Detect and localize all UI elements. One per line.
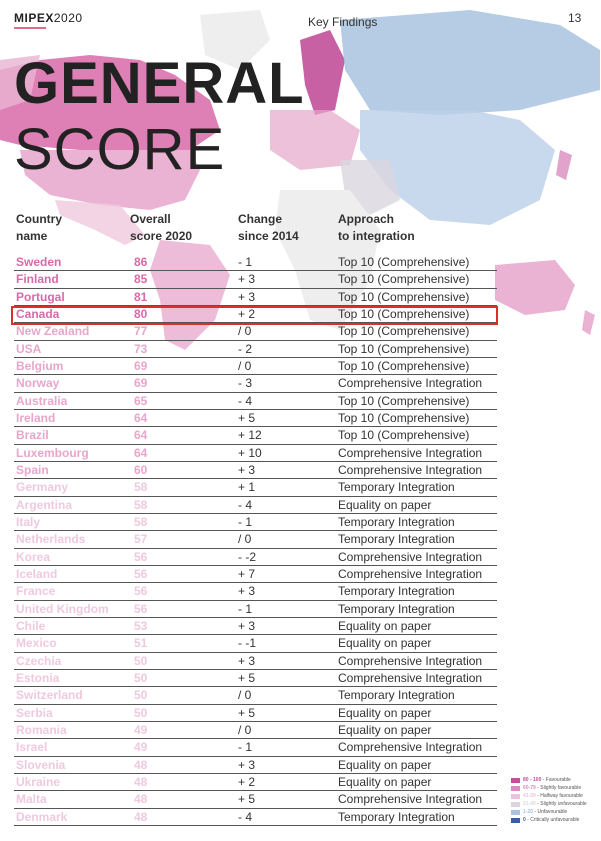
change-since-2014: / 0: [238, 324, 252, 339]
overall-score: 56: [134, 584, 148, 599]
legend-item: [511, 816, 587, 824]
table-row: [14, 739, 497, 756]
legend-label: Slightly unfavourable: [540, 801, 587, 807]
country-name: France: [16, 584, 56, 599]
map-legend: [511, 776, 587, 824]
integration-approach: Temporary Integration: [338, 532, 455, 547]
overall-score: 81: [134, 289, 148, 304]
integration-approach: Top 10 (Comprehensive): [338, 306, 470, 321]
integration-approach: Top 10 (Comprehensive): [338, 428, 470, 443]
page-title-line2: SCORE: [14, 117, 226, 182]
integration-approach: Comprehensive Integration: [338, 740, 483, 755]
legend-label: Unfavourable: [537, 809, 568, 815]
overall-score: 65: [134, 393, 148, 408]
change-since-2014: / 0: [238, 358, 252, 373]
overall-score: 56: [134, 549, 148, 564]
change-since-2014: - 4: [238, 393, 253, 408]
country-name: Estonia: [16, 670, 60, 685]
table-row: [14, 271, 497, 288]
change-since-2014: - -1: [238, 636, 256, 651]
country-name: Ukraine: [16, 774, 61, 789]
change-since-2014: + 3: [238, 289, 256, 304]
table-row: [14, 549, 497, 566]
country-name: New Zealand: [16, 324, 90, 339]
integration-approach: Equality on paper: [338, 722, 432, 737]
table-row: [14, 722, 497, 739]
overall-score: 69: [134, 358, 148, 373]
legend-item: [511, 792, 587, 800]
overall-score: 48: [134, 809, 148, 824]
legend-swatch: [511, 810, 520, 815]
table-row: [14, 809, 497, 826]
change-since-2014: + 3: [238, 462, 256, 477]
table-row: [14, 375, 497, 392]
overall-score: 58: [134, 497, 148, 512]
column-header-country: [16, 211, 62, 245]
column-header-approach: [338, 211, 415, 245]
overall-score: 50: [134, 653, 148, 668]
column-header-change: [238, 211, 299, 245]
legend-item: [511, 784, 587, 792]
change-since-2014: - 1: [238, 514, 253, 529]
legend-separator: -: [541, 777, 546, 783]
table-row: [14, 479, 497, 496]
country-name: Belgium: [16, 358, 64, 373]
table-row: [14, 583, 497, 600]
legend-range: 41-59: [523, 793, 536, 799]
table-row: [14, 497, 497, 514]
integration-approach: Temporary Integration: [338, 480, 455, 495]
table-row: [14, 410, 497, 427]
legend-separator: -: [533, 809, 538, 815]
column-header-change-line1: Change: [238, 212, 283, 226]
overall-score: 64: [134, 428, 148, 443]
page-number: 13: [568, 11, 582, 25]
integration-approach: Equality on paper: [338, 774, 432, 789]
integration-approach: Temporary Integration: [338, 514, 455, 529]
legend-label: Halfway favourable: [540, 793, 583, 799]
logo-year: 2020: [53, 11, 83, 25]
column-header-score: [130, 211, 192, 245]
logo-main: MIPEX: [14, 11, 54, 25]
legend-range: 60-79: [523, 785, 536, 791]
country-name: Switzerland: [16, 688, 83, 703]
overall-score: 48: [134, 757, 148, 772]
change-since-2014: + 5: [238, 705, 256, 720]
integration-approach: Comprehensive Integration: [338, 549, 483, 564]
table-row: [14, 653, 497, 670]
change-since-2014: + 3: [238, 272, 256, 287]
mipex-logo: [14, 11, 83, 25]
table-row: [14, 618, 497, 635]
country-name: Brazil: [16, 428, 49, 443]
legend-label: Slightly favourable: [540, 785, 582, 791]
integration-approach: Comprehensive Integration: [338, 376, 483, 391]
overall-score: 50: [134, 670, 148, 685]
table-row: [14, 705, 497, 722]
legend-separator: -: [525, 817, 531, 823]
highlight-box-canada: [11, 306, 498, 325]
legend-separator: -: [535, 793, 541, 799]
legend-item: [511, 808, 587, 816]
legend-range: 21-40: [523, 801, 536, 807]
change-since-2014: - 1: [238, 601, 253, 616]
page-title-line1: GENERAL: [14, 51, 305, 116]
overall-score: 58: [134, 480, 148, 495]
overall-score: 49: [134, 722, 148, 737]
country-name: Germany: [16, 480, 69, 495]
column-header-change-line2: since 2014: [238, 229, 299, 243]
integration-approach: Top 10 (Comprehensive): [338, 272, 470, 287]
integration-approach: Temporary Integration: [338, 584, 455, 599]
country-name: Denmark: [16, 809, 68, 824]
section-title: Key Findings: [308, 15, 378, 29]
column-header-approach-line1: Approach: [338, 212, 395, 226]
country-name: Malta: [16, 792, 47, 807]
overall-score: 50: [134, 688, 148, 703]
legend-label: Favourable: [545, 777, 571, 783]
table-row: [14, 601, 497, 618]
table-row: [14, 514, 497, 531]
change-since-2014: - -2: [238, 549, 256, 564]
overall-score: 85: [134, 272, 148, 287]
country-name: Czechia: [16, 653, 62, 668]
table-row: [14, 427, 497, 444]
map-australia: [495, 260, 575, 315]
logo-underline: [14, 27, 46, 29]
integration-approach: Equality on paper: [338, 636, 432, 651]
legend-separator: -: [535, 785, 541, 791]
integration-approach: Comprehensive Integration: [338, 792, 483, 807]
legend-swatch: [511, 818, 520, 823]
integration-approach: Temporary Integration: [338, 809, 455, 824]
overall-score: 86: [134, 255, 148, 269]
table-row: [14, 774, 497, 791]
legend-swatch: [511, 778, 520, 783]
integration-approach: Comprehensive Integration: [338, 445, 483, 460]
table-row: [14, 462, 497, 479]
change-since-2014: - 4: [238, 809, 253, 824]
change-since-2014: + 5: [238, 670, 256, 685]
change-since-2014: + 3: [238, 618, 256, 633]
country-name: Netherlands: [16, 532, 86, 547]
overall-score: 69: [134, 376, 148, 391]
integration-approach: Top 10 (Comprehensive): [338, 324, 470, 339]
change-since-2014: + 5: [238, 792, 256, 807]
change-since-2014: - 1: [238, 255, 253, 269]
legend-swatch: [511, 786, 520, 791]
change-since-2014: / 0: [238, 532, 252, 547]
country-name: Iceland: [16, 566, 58, 581]
change-since-2014: - 1: [238, 740, 253, 755]
overall-score: 48: [134, 792, 148, 807]
change-since-2014: / 0: [238, 722, 252, 737]
overall-score: 48: [134, 774, 148, 789]
overall-score: 56: [134, 566, 148, 581]
column-header-score-line1: Overall: [130, 212, 171, 226]
overall-score: 73: [134, 341, 148, 356]
legend-item: [511, 776, 587, 784]
overall-score: 56: [134, 601, 148, 616]
change-since-2014: / 0: [238, 688, 252, 703]
country-name: Finland: [16, 272, 59, 287]
change-since-2014: + 2: [238, 306, 256, 321]
integration-approach: Equality on paper: [338, 705, 432, 720]
country-name: Ireland: [16, 410, 56, 425]
overall-score: 64: [134, 410, 148, 425]
table-row: [14, 254, 497, 271]
integration-approach: Top 10 (Comprehensive): [338, 410, 470, 425]
table-row: [14, 791, 497, 808]
change-since-2014: + 3: [238, 757, 256, 772]
integration-approach: Top 10 (Comprehensive): [338, 393, 470, 408]
country-name: Spain: [16, 462, 49, 477]
table-row: [14, 289, 497, 306]
country-name: Slovenia: [16, 757, 66, 772]
table-row: [14, 670, 497, 687]
integration-approach: Comprehensive Integration: [338, 566, 483, 581]
overall-score: 50: [134, 705, 148, 720]
country-name: Romania: [16, 722, 67, 737]
integration-approach: Top 10 (Comprehensive): [338, 341, 470, 356]
column-header-approach-line2: to integration: [338, 229, 415, 243]
change-since-2014: - 3: [238, 376, 253, 391]
table-row: [14, 687, 497, 704]
country-name: Norway: [16, 376, 60, 391]
country-name: Mexico: [16, 636, 57, 651]
integration-approach: Top 10 (Comprehensive): [338, 358, 470, 373]
change-since-2014: + 12: [238, 428, 262, 443]
table-row: [14, 757, 497, 774]
legend-range: 0: [523, 817, 526, 823]
country-name: USA: [16, 341, 42, 356]
country-name: Serbia: [16, 705, 53, 720]
table-row: [14, 445, 497, 462]
country-name: United Kingdom: [16, 601, 109, 616]
change-since-2014: + 5: [238, 410, 256, 425]
country-name: Argentina: [16, 497, 73, 512]
overall-score: 51: [134, 636, 148, 651]
table-row: [14, 393, 497, 410]
change-since-2014: + 1: [238, 480, 256, 495]
table-row: [14, 531, 497, 548]
country-name: Italy: [16, 514, 41, 529]
overall-score: 64: [134, 445, 148, 460]
overall-score: 80: [134, 306, 148, 321]
legend-item: [511, 800, 587, 808]
country-name: Portugal: [16, 289, 65, 304]
column-header-country-line2: name: [16, 229, 48, 243]
country-name: Luxembourg: [16, 445, 89, 460]
integration-approach: Top 10 (Comprehensive): [338, 289, 470, 304]
column-header-country-line1: Country: [16, 212, 62, 226]
table-row: [14, 323, 497, 340]
integration-approach: Comprehensive Integration: [338, 670, 483, 685]
change-since-2014: + 3: [238, 584, 256, 599]
change-since-2014: + 10: [238, 445, 262, 460]
change-since-2014: + 3: [238, 653, 256, 668]
integration-approach: Temporary Integration: [338, 601, 455, 616]
change-since-2014: + 7: [238, 566, 256, 581]
table-row: [14, 358, 497, 375]
overall-score: 53: [134, 618, 148, 633]
country-name: Korea: [16, 549, 51, 564]
change-since-2014: + 2: [238, 774, 256, 789]
overall-score: 60: [134, 462, 148, 477]
column-header-score-line2: score 2020: [130, 229, 193, 243]
country-name: Australia: [16, 393, 68, 408]
legend-separator: -: [535, 801, 541, 807]
overall-score: 77: [134, 324, 148, 339]
map-russia: [340, 10, 600, 115]
integration-approach: Comprehensive Integration: [338, 462, 483, 477]
map-japan: [556, 150, 572, 180]
integration-approach: Temporary Integration: [338, 688, 455, 703]
integration-approach: Equality on paper: [338, 618, 432, 633]
integration-approach: Equality on paper: [338, 497, 432, 512]
country-name: Canada: [16, 306, 60, 321]
map-scandinavia: [300, 30, 345, 115]
change-since-2014: - 4: [238, 497, 253, 512]
legend-swatch: [511, 794, 520, 799]
overall-score: 57: [134, 532, 148, 547]
overall-score: 49: [134, 740, 148, 755]
legend-range: 80 - 100: [523, 777, 542, 783]
legend-label: Critically unfavourable: [530, 817, 580, 823]
overall-score: 58: [134, 514, 148, 529]
country-name: Chile: [16, 618, 46, 633]
integration-approach: Comprehensive Integration: [338, 653, 483, 668]
table-row: [14, 635, 497, 652]
country-name: Sweden: [16, 255, 62, 269]
integration-approach: Top 10 (Comprehensive): [338, 255, 470, 269]
country-name: Israel: [16, 740, 48, 755]
table-row: [14, 341, 497, 358]
legend-swatch: [511, 802, 520, 807]
map-new-zealand: [582, 310, 595, 335]
legend-range: 1-20: [523, 809, 534, 815]
integration-approach: Equality on paper: [338, 757, 432, 772]
change-since-2014: - 2: [238, 341, 253, 356]
score-table: [14, 254, 497, 826]
table-row: [14, 566, 497, 583]
